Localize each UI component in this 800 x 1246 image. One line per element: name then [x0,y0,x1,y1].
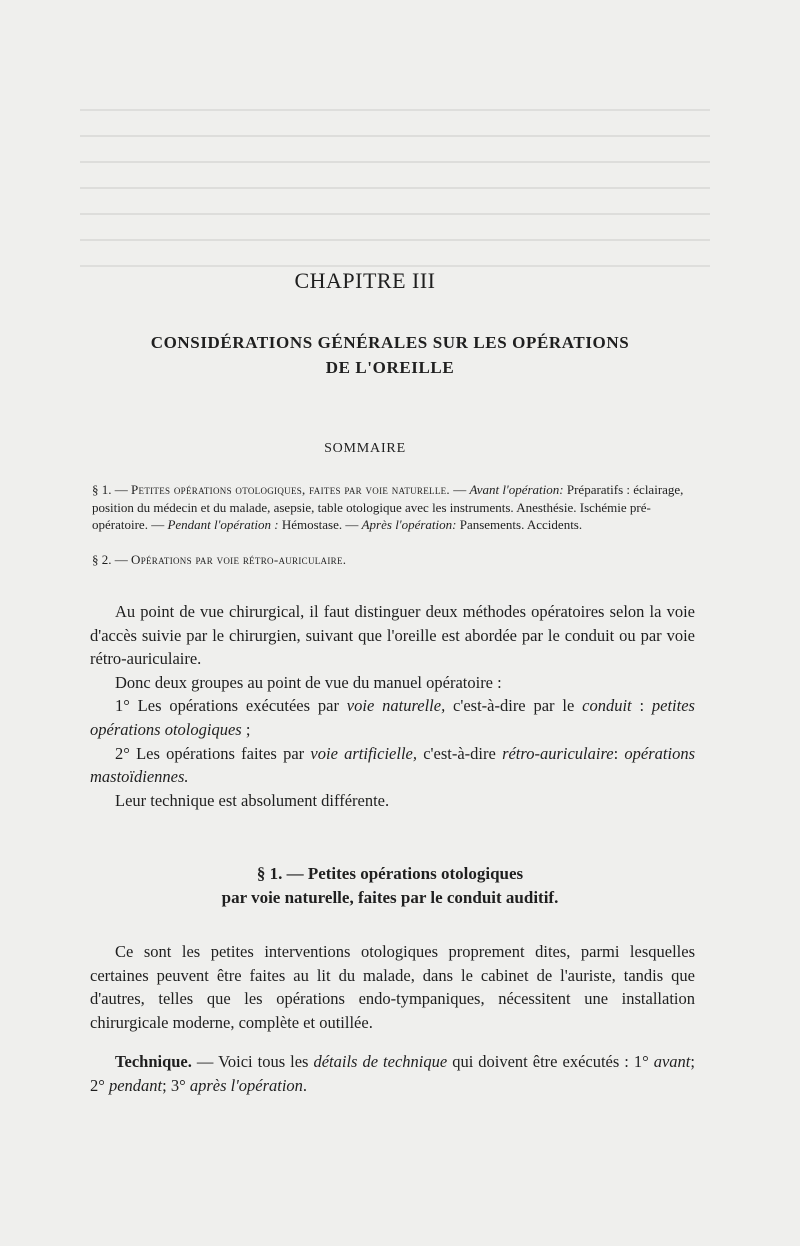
technique-a: — Voici tous les [191,1052,314,1071]
technique-e: ; 2° [90,1052,695,1095]
technique-text [90,1050,695,1097]
intro-p3-g: ; [241,719,251,739]
summary-item-1 [92,481,692,534]
summary-2-heading: Opérations par voie rétro-auriculaire. [131,552,347,567]
summary-1-avant: Avant l'opération: [469,482,564,497]
intro-p4-b: voie artificielle, [310,743,417,763]
technique-g: ; 3° [162,1075,190,1095]
intro-p4-d: rétro-auriculaire [502,743,614,763]
technique-i: . [302,1075,308,1095]
summary-1-heading: Petites opérations otologiques, faites par voie naturelle. [131,482,450,497]
intro-p4-c: c'est-à-dire [416,743,503,763]
intro-paragraph-5: Leur technique est absolument différente. [115,790,390,810]
section-1-paragraph-1: Ce sont les petites interventions otologiques proprement dites, parmi lesquelles certaines peuvent être faites au lit du malade, dans le cabinet de l'auriste, tandis que d'autres, telles que les opérations endo-tympaniques, nécessitent une installation chirurgicale moderne, complète et outillée. [90,942,695,1032]
section-1-title-line1: § 1. — Petites opérations otologiques [256,864,524,883]
technique-label: Technique. [115,1052,192,1071]
sommaire-heading: SOMMAIRE [324,441,406,456]
intro-p3-b: voie naturelle, [346,696,446,716]
technique-paragraph [90,1050,695,1097]
intro-p4-e: : [613,743,625,763]
section-1-title-line2: par voie naturelle, faites par le conduit auditif. [221,888,559,907]
intro-paragraph-3 [90,694,695,741]
intro-paragraph-4 [90,742,695,789]
summary-1-apres: Après l'opération: [361,517,457,532]
technique-c: qui doivent être exécutés : 1° [447,1052,654,1071]
intro-p3-d: conduit [582,696,632,716]
technique-f: pendant [108,1075,163,1095]
technique-d: avant [653,1052,691,1071]
intro-p3-f: petites opérations otologiques [90,696,695,739]
intro-p4-a: 2° Les opérations faites par [115,743,311,763]
intro-p3-c: c'est-à-dire par le [445,696,583,716]
technique-h: après l'opération [189,1075,303,1095]
summary-1-pendant-text: Hémostase. — [278,517,362,532]
intro-text [90,600,695,812]
chapter-heading: CHAPITRE III [294,268,436,293]
intro-p3-e: : [631,696,652,716]
intro-paragraph-2: Donc deux groupes au point de vue du manuel opératoire : [115,672,502,692]
summary-1-apres-text: Pansements. Accidents. [456,517,583,532]
intro-p3-a: 1° Les opérations exécutées par [115,696,347,716]
section-1-body [90,940,695,1034]
summary-1-dash: — [449,482,470,497]
summary-1-pendant: Pendant l'opération : [167,517,279,532]
chapter-title-line1: CONSIDÉRATIONS GÉNÉRALES SUR LES OPÉRATIONS [150,333,630,352]
technique-b: détails de technique [313,1052,448,1071]
chapter-title-line2: DE L'OREILLE [325,358,455,377]
summary-1-number: § 1. — [92,482,131,497]
summary-1-avant-text: Préparatifs : éclairage, position du médecin et du malade, asepsie, table otologique avec les instruments. Anesthésie. Ischémie pré-opératoire. — [92,482,684,532]
summary-2-number: § 2. — [92,552,131,567]
intro-paragraph-1: Au point de vue chirurgical, il faut distinguer deux méthodes opératoires selon la voie d'accès suivie par le chirurgien, suivant que l'oreille est abordée par le conduit ou par voie rétro-auriculaire. [90,602,695,669]
summary-item-2 [92,551,692,569]
intro-p4-f: opérations mastoïdiennes. [90,743,695,787]
